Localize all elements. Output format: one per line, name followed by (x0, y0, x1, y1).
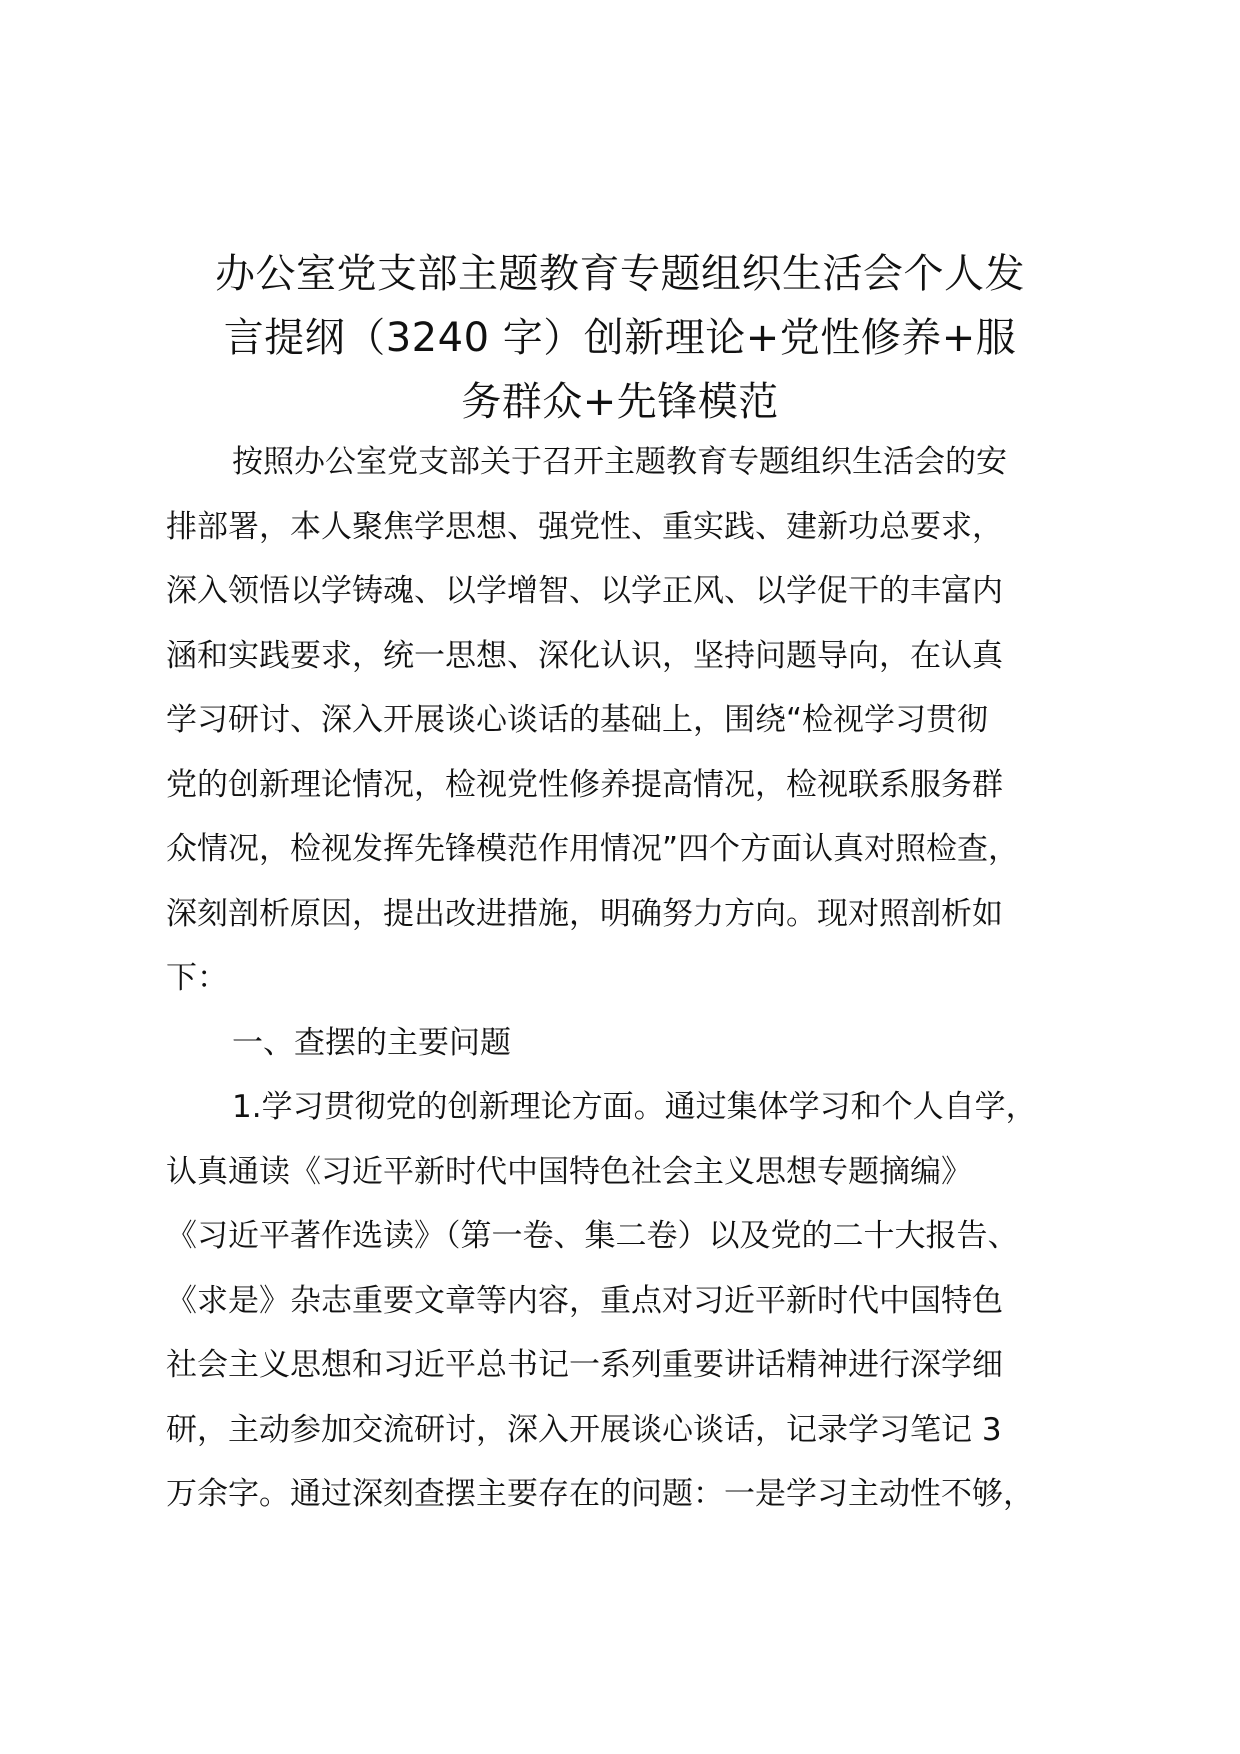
section-heading: 一、查摆的主要问题 (232, 1024, 511, 1061)
text-line: 社会主义思想和习近平总书记一系列重要讲话精神进行深学细 (166, 1347, 1003, 1383)
document-body (166, 430, 1126, 1527)
text-line: 众情况，检视发挥先锋模范作用情况”四个方面认真对照检查， (166, 831, 1020, 867)
text-line: 按照办公室党支部关于召开主题教育专题组织生活会的安 (232, 444, 1007, 480)
title-line: 言提纲（3240 字）创新理论+党性修养+服 (223, 315, 1017, 361)
text-line: 《求是》杂志重要文章等内容，重点对习近平新时代中国特色 (166, 1282, 1003, 1319)
text-line: 学习研讨、深入开展谈心谈话的基础上，围绕“检视学习贯彻 (166, 702, 989, 738)
text-line: 《习近平著作选读》（第一卷、集二卷）以及党的二十大报告、 (166, 1218, 1019, 1254)
text-line: 涵和实践要求，统一思想、深化认识，坚持问题导向，在认真 (166, 637, 1003, 674)
item-paragraph (166, 1075, 1126, 1527)
text-line: 1.学习贯彻党的创新理论方面。通过集体学习和个人自学， (232, 1089, 1037, 1125)
title-line: 务群众+先锋模范 (461, 379, 779, 425)
text-line: 深刻剖析原因，提出改进措施，明确努力方向。现对照剖析如 (166, 895, 1003, 932)
text-line: 排部署，本人聚焦学思想、强党性、重实践、建新功总要求， (166, 508, 1003, 545)
text-line: 万余字。通过深刻查摆主要存在的问题：一是学习主动性不够， (166, 1476, 1034, 1512)
text-line: 深入领悟以学铸魂、以学增智、以学正风、以学促干的丰富内 (166, 573, 1003, 609)
text-line: 下： (166, 960, 228, 996)
title-line: 办公室党支部主题教育专题组织生活会个人发 (215, 251, 1025, 297)
document-title (150, 242, 1090, 434)
text-line: 认真通读《习近平新时代中国特色社会主义思想专题摘编》 (166, 1153, 972, 1190)
text-line: 研，主动参加交流研讨，深入开展谈心谈话，记录学习笔记 3 (166, 1411, 1002, 1448)
text-line: 党的创新理论情况，检视党性修养提高情况，检视联系服务群 (166, 766, 1003, 803)
intro-paragraph (166, 430, 1126, 1011)
